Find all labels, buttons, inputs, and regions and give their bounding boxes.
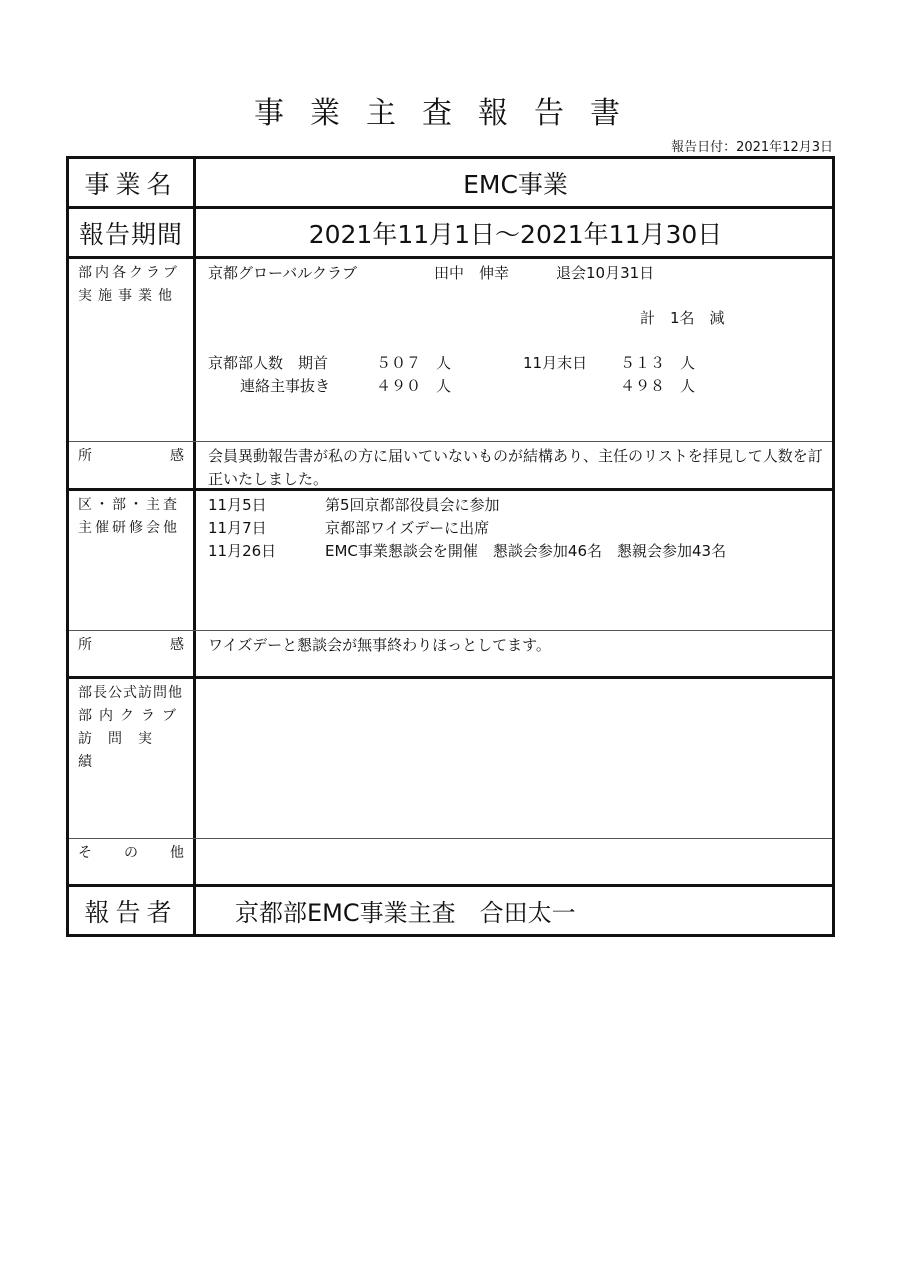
event-desc: 京都部ワイズデーに出席 <box>325 519 490 537</box>
period-row <box>69 209 832 259</box>
impression1-row <box>69 442 832 491</box>
period-label: 報告期間 <box>78 219 183 249</box>
total-change: 計 1名 減 <box>640 309 725 327</box>
event-row <box>208 517 824 540</box>
impression1-label-a: 所 <box>78 448 92 464</box>
impression2-row <box>69 631 832 679</box>
impression2-label-a: 所 <box>78 637 92 653</box>
visits-row <box>69 679 832 839</box>
event-date: 11月7日 <box>208 519 267 537</box>
page-title: 事業主査報告書 <box>254 96 646 131</box>
event-date: 11月26日 <box>208 542 277 560</box>
excl-end: ４９８ 人 <box>620 377 696 395</box>
other-label-c: 他 <box>170 845 184 861</box>
project-label: 事業名 <box>84 169 178 199</box>
reporter-value: 京都部EMC事業主査 合田太一 <box>235 899 576 927</box>
project-row <box>69 159 832 209</box>
members-label: 京都部人数 期首 <box>208 354 329 372</box>
member-name: 田中 伸幸 <box>434 264 510 282</box>
event-row <box>208 540 824 563</box>
excl-start: ４９０ 人 <box>376 377 452 395</box>
other-value <box>199 839 832 884</box>
report-date: 報告日付：2021年12月3日 <box>671 140 833 155</box>
event-desc: EMC事業懇談会を開催 懇談会参加46名 懇親会参加43名 <box>325 542 727 560</box>
excl-line <box>208 375 824 398</box>
visits-value <box>199 679 832 838</box>
members-start: ５０７ 人 <box>376 354 452 372</box>
other-label-a: そ <box>78 845 92 861</box>
members-line <box>208 352 824 375</box>
reporter-label: 報告者 <box>84 897 178 927</box>
visits-label-2: 部内クラブ <box>78 708 183 724</box>
report-form <box>66 156 835 937</box>
district-events-row <box>69 491 832 631</box>
other-label-b: の <box>124 845 138 861</box>
total-line <box>208 307 824 330</box>
event-desc: 第5回京都部役員会に参加 <box>325 496 500 514</box>
impression2-label-b: 感 <box>170 637 184 653</box>
month-end-label: 11月末日 <box>523 354 588 372</box>
club-change-line <box>208 262 824 285</box>
visits-label-3: 訪問実績 <box>78 731 168 770</box>
impression1-label-b: 感 <box>170 448 184 464</box>
club-activities-label-1: 部内各クラブ <box>78 265 180 281</box>
event-row <box>208 494 824 517</box>
other-row <box>69 839 832 887</box>
impression2-text: ワイズデーと懇談会が無事終わりほっとしてます。 <box>208 636 551 654</box>
members-end: ５１３ 人 <box>620 354 696 372</box>
reporter-row <box>69 887 832 934</box>
club-activities-row <box>69 259 832 442</box>
club-name: 京都グローバルクラブ <box>208 264 357 282</box>
event-date: 11月5日 <box>208 496 267 514</box>
district-events-label-1: 区・部・主査 <box>78 497 180 513</box>
excl-label: 連絡主事抜き <box>240 377 331 395</box>
impression1-text: 会員異動報告書が私の方に届いていないものが結構あり、主任のリストを拝見して人数を訂正いたしました。 <box>208 447 823 488</box>
district-events-label-2: 主催研修会他 <box>78 520 180 536</box>
member-event: 退会10月31日 <box>556 264 655 282</box>
period-value: 2021年11月1日〜2021年11月30日 <box>308 219 723 249</box>
visits-label-1: 部長公式訪問他 <box>78 685 183 701</box>
club-activities-label-2: 実施事業他 <box>78 288 178 304</box>
project-value: EMC事業 <box>463 169 568 199</box>
